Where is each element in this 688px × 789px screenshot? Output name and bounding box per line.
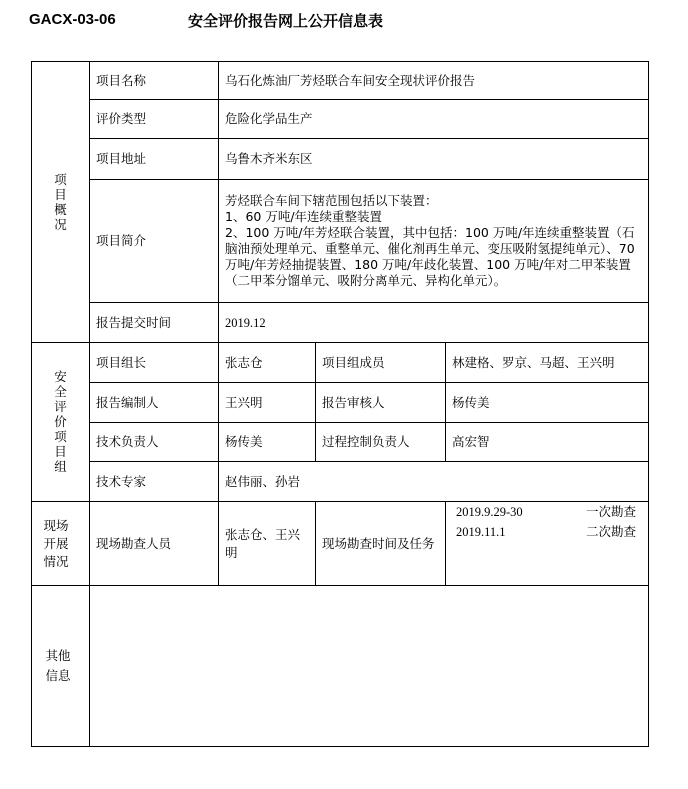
intro-value: 芳烃联合车间下辖范围包括以下装置： 1、60 万吨/年连续重整装置 2、100 万吨/年芳烃联合装置，其中包括：100 万吨/年连续重整装置（石脑油预处理单元、重整单元、催化剂再生单元、变压吸附氢提纯单元）、70 万吨/年芳烃抽提装置、180 万吨/年歧化装置、100 万吨/年对二甲苯装置（二甲苯分馏单元、吸附分离单元、异构化单元）。 [219, 180, 649, 303]
tech-lead-value: 杨传美 [219, 423, 316, 462]
section-other-label: 其他信息 [45, 648, 71, 683]
site-visits [446, 502, 649, 586]
row-expert [32, 462, 649, 502]
section-overview [32, 62, 90, 343]
row-intro [32, 180, 649, 303]
row-site [32, 502, 649, 586]
visit-task: 一次勘查 [585, 504, 636, 519]
section-site-label: 现场开展情况 [43, 517, 69, 569]
leader-value: 张志仓 [219, 343, 316, 383]
members-label: 项目组成员 [316, 343, 446, 383]
writer-value: 王兴明 [219, 383, 316, 423]
inspectors-value: 张志仓、王兴明 [219, 502, 316, 586]
visit-date: 2019.11.1 [456, 525, 506, 539]
visit-item [456, 502, 636, 522]
expert-label: 技术专家 [90, 462, 219, 502]
section-other [32, 586, 90, 747]
site-time-label: 现场勘查时间及任务 [316, 502, 446, 586]
process-lead-value: 高宏智 [446, 423, 649, 462]
document-code: GACX-03-06 [29, 11, 116, 28]
intro-label: 项目简介 [90, 180, 219, 303]
row-tech-lead [32, 423, 649, 462]
expert-value: 赵伟丽、孙岩 [219, 462, 649, 502]
visit-task: 二次勘查 [585, 524, 636, 539]
project-name-label: 项目名称 [90, 62, 219, 100]
section-site [32, 502, 90, 586]
writer-label: 报告编制人 [90, 383, 219, 423]
members-value: 林建格、罗京、马超、王兴明 [446, 343, 649, 383]
row-other [32, 586, 649, 747]
row-address [32, 139, 649, 180]
project-name-value: 乌石化炼油厂芳烃联合车间安全现状评价报告 [219, 62, 649, 100]
process-lead-label: 过程控制负责人 [316, 423, 446, 462]
section-team [32, 343, 90, 502]
inspectors-label: 现场勘查人员 [90, 502, 219, 586]
row-project-name [32, 62, 649, 100]
submit-time-label: 报告提交时间 [90, 303, 219, 343]
reviewer-label: 报告审核人 [316, 383, 446, 423]
tech-lead-label: 技术负责人 [90, 423, 219, 462]
info-table [31, 61, 649, 747]
reviewer-value: 杨传美 [446, 383, 649, 423]
row-leader [32, 343, 649, 383]
submit-time-value: 2019.12 [219, 303, 649, 343]
eval-type-value: 危险化学品生产 [219, 100, 649, 139]
other-content [90, 586, 649, 747]
section-overview-label: 项目概况 [54, 171, 67, 232]
document-title: 安全评价报告网上公开信息表 [188, 12, 384, 30]
row-eval-type [32, 100, 649, 139]
visit-item [456, 522, 636, 542]
section-team-label: 安全评价项目组 [54, 369, 67, 474]
row-writer [32, 383, 649, 423]
address-label: 项目地址 [90, 139, 219, 180]
row-submit-time [32, 303, 649, 343]
leader-label: 项目组长 [90, 343, 219, 383]
visit-date: 2019.9.29-30 [456, 505, 523, 519]
address-value: 乌鲁木齐米东区 [219, 139, 649, 180]
eval-type-label: 评价类型 [90, 100, 219, 139]
